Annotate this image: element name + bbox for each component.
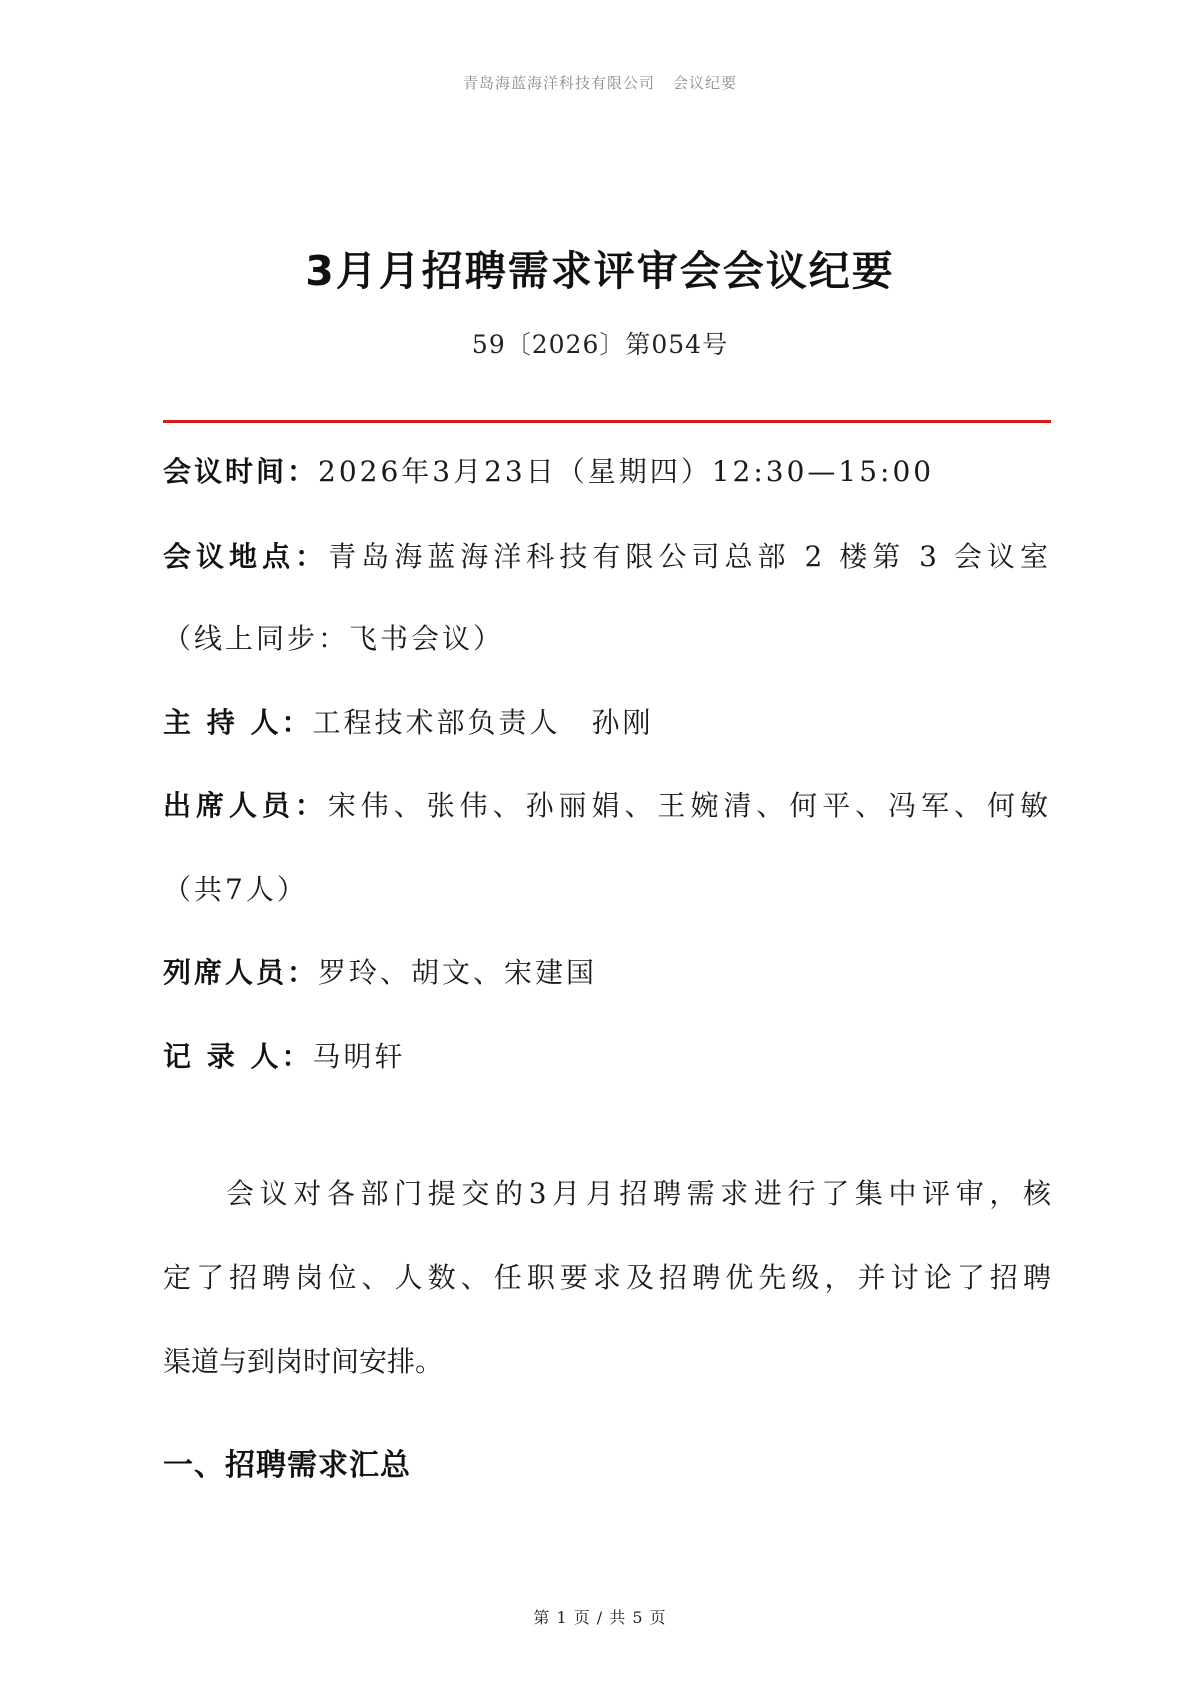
attendees-row-continued <box>163 868 1051 908</box>
recorder-label: 记 录 人： <box>163 1040 313 1073</box>
meeting-time-row <box>163 450 1051 490</box>
page-footer: 第 1 页 / 共 5 页 <box>533 1608 667 1627</box>
attendees-row <box>163 784 1051 824</box>
document-title: 3月月招聘需求评审会会议纪要 <box>305 247 895 295</box>
host-label: 主 持 人： <box>163 706 313 739</box>
meeting-time-label: 会议时间： <box>163 455 319 488</box>
observers-row <box>163 951 1051 991</box>
meeting-place-value: 青岛海蓝海洋科技有限公司总部 2 楼第 3 会议室 <box>328 540 1051 573</box>
header-doc-type: 会议纪要 <box>673 74 738 92</box>
attendees-value: 宋伟、张伟、孙丽娟、王婉清、何平、冯军、何敏 <box>327 789 1051 822</box>
host-value: 工程技术部负责人 孙刚 <box>312 706 654 739</box>
header-company: 青岛海蓝海洋科技有限公司 <box>462 74 655 92</box>
meeting-place-row <box>163 535 1051 575</box>
document-number: 59〔2026〕第054号 <box>471 330 729 359</box>
observers-value: 罗玲、胡文、宋建国 <box>318 956 598 989</box>
recorder-row <box>163 1035 1051 1075</box>
meeting-place-row-continued <box>163 617 1051 657</box>
meeting-place-value-continued: （线上同步：飞书会议） <box>163 622 505 655</box>
meeting-time-value: 2026年3月23日（星期四）12:30—15:00 <box>318 455 935 488</box>
attendees-label: 出席人员： <box>163 789 328 822</box>
recorder-value: 马明轩 <box>312 1040 406 1073</box>
section-heading: 一、招聘需求汇总 <box>163 1448 411 1483</box>
body-paragraph-line-1: 会议对各部门提交的3月月招聘需求进行了集中评审，核 <box>226 1177 1051 1210</box>
host-row <box>163 701 1051 741</box>
observers-label: 列席人员： <box>163 956 319 989</box>
body-paragraph-line-3: 渠道与到岗时间安排。 <box>163 1345 444 1378</box>
attendees-count: （共7人） <box>163 873 308 906</box>
meeting-place-label: 会议地点： <box>163 540 329 573</box>
page-header <box>0 72 1200 93</box>
body-paragraph-line-2: 定了招聘岗位、人数、任职要求及招聘优先级，并讨论了招聘 <box>163 1261 1051 1294</box>
red-divider <box>163 420 1051 423</box>
